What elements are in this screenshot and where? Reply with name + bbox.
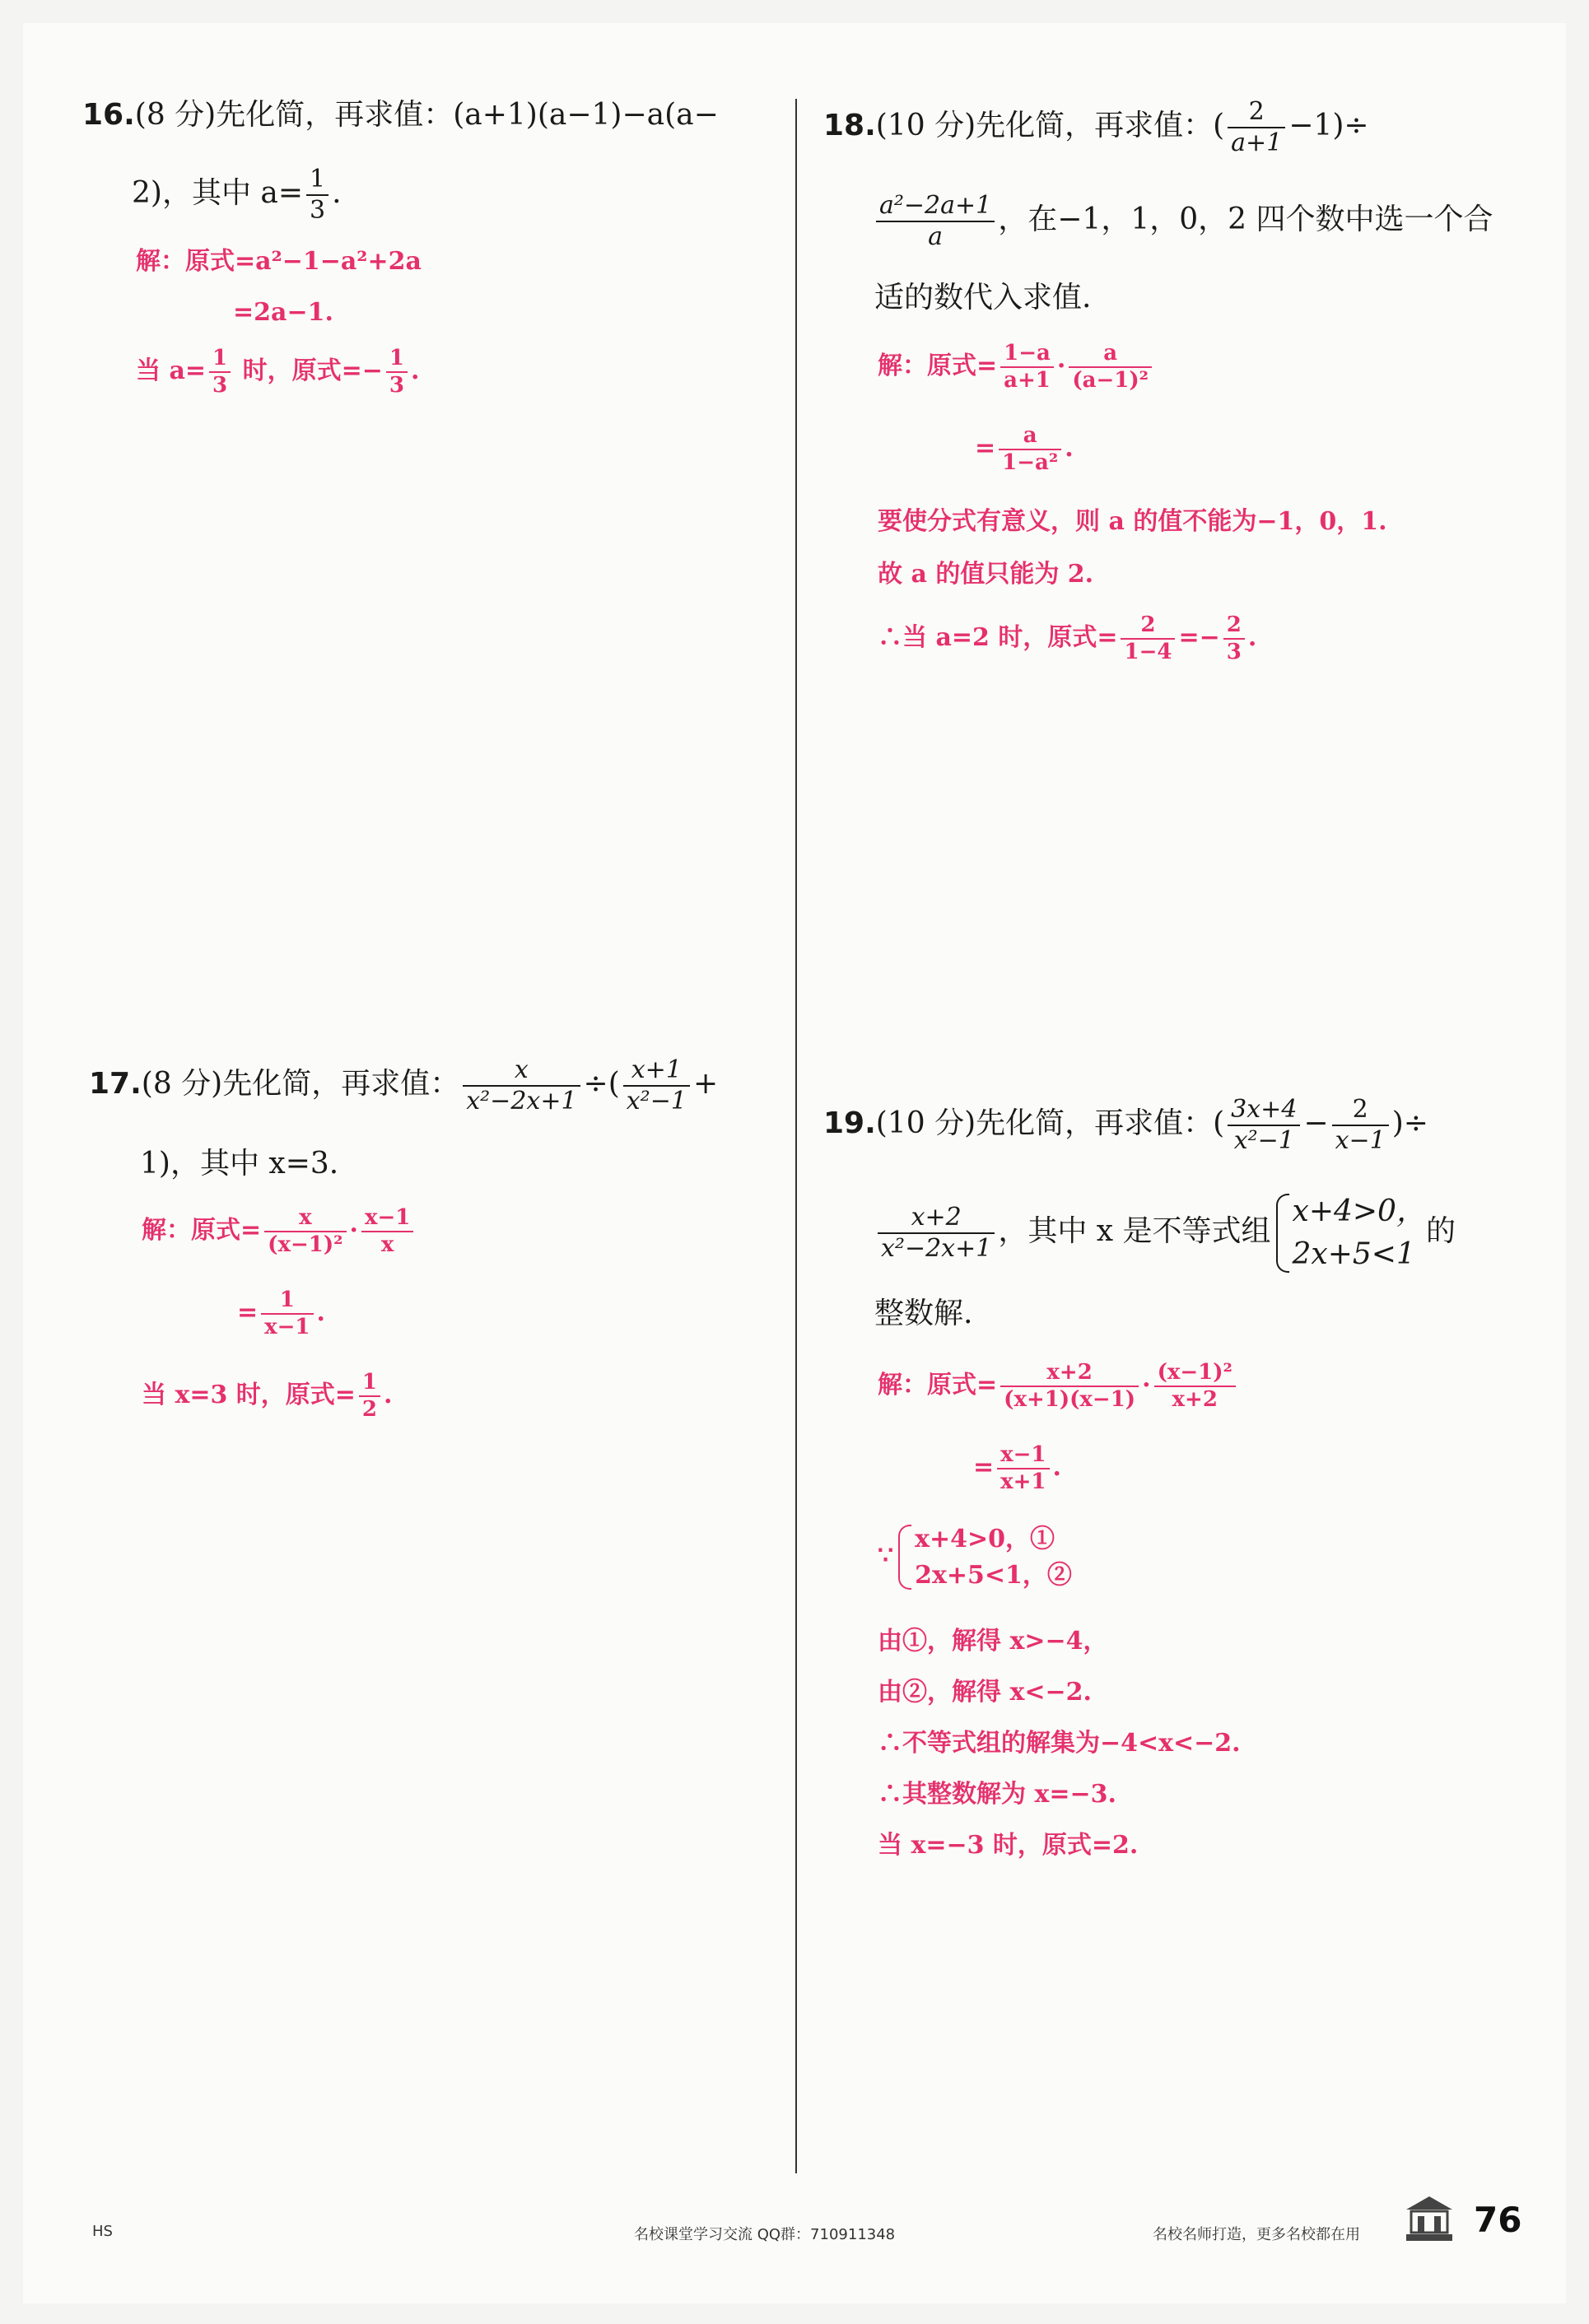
fraction bbox=[876, 191, 995, 252]
numerator: x+2 bbox=[1000, 1360, 1139, 1387]
solution-text: 当 a= bbox=[136, 356, 207, 386]
solution-text: 时，原式=− bbox=[234, 356, 383, 386]
numerator: 1 bbox=[359, 1370, 380, 1397]
solution-text: = bbox=[975, 434, 996, 463]
numerator: x bbox=[463, 1055, 580, 1087]
numerator: a bbox=[999, 423, 1061, 450]
numerator: 2 bbox=[1332, 1095, 1389, 1126]
multiply-dot: · bbox=[349, 1216, 358, 1246]
question-text: 2)，其中 a= bbox=[132, 176, 304, 210]
solution-text: =− bbox=[1178, 623, 1220, 653]
denominator: x²−2x+1 bbox=[881, 1234, 992, 1264]
numerator: x+1 bbox=[623, 1055, 690, 1087]
page-number: 76 bbox=[1474, 2200, 1522, 2240]
fraction bbox=[306, 165, 329, 226]
fraction bbox=[1000, 341, 1054, 394]
numerator: x bbox=[264, 1205, 346, 1232]
solution-line: 当 x=−3 时，原式=2. bbox=[878, 1831, 1139, 1860]
question-text: ，其中 x 是不等式组 bbox=[998, 1214, 1271, 1249]
footer-slogan: 名校名师打造，更多名校都在用 bbox=[1153, 2226, 1360, 2243]
inequality: 2x+5<1 bbox=[1292, 1237, 1415, 1272]
punctuation: . bbox=[384, 1381, 393, 1410]
question-number: 16. bbox=[82, 98, 135, 132]
question-number: 17. bbox=[89, 1067, 142, 1101]
numerator: 3x+4 bbox=[1228, 1095, 1300, 1126]
column-divider bbox=[795, 99, 797, 2173]
question-text: 适的数代入求值. bbox=[874, 281, 1092, 314]
denominator: x−1 bbox=[264, 1315, 310, 1340]
multiply-dot: · bbox=[1056, 352, 1066, 381]
footer-edition: HS bbox=[92, 2223, 113, 2240]
solution-line: 要使分式有意义，则 a 的值不能为−1，0，1. bbox=[878, 507, 1387, 536]
numerator: 2 bbox=[1228, 97, 1285, 128]
solution-text: 当 x=3 时，原式= bbox=[142, 1381, 356, 1410]
inequality: x+4>0， bbox=[1292, 1195, 1426, 1228]
denominator: x²−2x+1 bbox=[466, 1087, 577, 1115]
solution-text: 解：原式= bbox=[142, 1216, 262, 1246]
denominator: x²−1 bbox=[626, 1087, 687, 1115]
punctuation: . bbox=[332, 176, 342, 210]
punctuation: . bbox=[316, 1298, 325, 1328]
numerator: 1 bbox=[386, 346, 408, 373]
denominator: a bbox=[928, 222, 944, 251]
question-text: )÷ bbox=[1391, 1106, 1428, 1140]
denominator: a+1 bbox=[1004, 368, 1051, 394]
solution-line: ∴其整数解为 x=−3. bbox=[878, 1780, 1116, 1809]
solution-line: =2a−1. bbox=[233, 298, 333, 327]
denominator: x−1 bbox=[1335, 1126, 1386, 1155]
solution-line bbox=[136, 346, 419, 398]
question-text: 整数解. bbox=[874, 1297, 973, 1330]
numerator: x−1 bbox=[361, 1205, 413, 1232]
denominator: a+1 bbox=[1231, 128, 1283, 157]
solution-line: ∴不等式组的解集为−4<x<−2. bbox=[878, 1729, 1241, 1758]
numerator: a bbox=[1069, 341, 1152, 368]
solution-line: 解：原式=a²−1−a²+2a bbox=[136, 247, 422, 276]
footer-qq-group: 名校课堂学习交流 QQ群：710911348 bbox=[634, 2226, 896, 2243]
inequality-system bbox=[1271, 1190, 1426, 1276]
solution-line: 由②，解得 x<−2. bbox=[878, 1678, 1092, 1707]
fraction bbox=[1228, 1095, 1300, 1156]
because-symbol: ∵ bbox=[878, 1541, 894, 1571]
denominator: x²−1 bbox=[1233, 1126, 1294, 1155]
question-text: (8 分)先化简，再求值：(a+1)(a−1)−a(a− bbox=[134, 98, 719, 132]
fraction bbox=[997, 1442, 1049, 1495]
question-text: (10 分)先化简，再求值：( bbox=[875, 1106, 1225, 1140]
inequality: x+4>0，① bbox=[915, 1525, 1055, 1553]
denominator: 3 bbox=[1226, 640, 1242, 665]
solution-line: 故 a 的值只能为 2. bbox=[878, 560, 1094, 589]
fraction bbox=[878, 1203, 995, 1264]
denominator: 3 bbox=[310, 196, 326, 225]
numerator: x−1 bbox=[997, 1442, 1049, 1469]
fraction bbox=[1121, 612, 1175, 665]
solution-text: 解：原式= bbox=[878, 1371, 998, 1400]
fraction bbox=[361, 1205, 413, 1258]
publisher-logo-icon bbox=[1403, 2193, 1456, 2244]
fraction bbox=[1154, 1360, 1236, 1413]
solution-text: 解：原式= bbox=[878, 352, 998, 381]
question-text: −1)÷ bbox=[1288, 109, 1369, 142]
denominator: (x−1)² bbox=[268, 1232, 343, 1258]
question-text: (8 分)先化简，再求值： bbox=[141, 1067, 460, 1101]
fraction bbox=[359, 1370, 380, 1423]
punctuation: . bbox=[1052, 1453, 1061, 1483]
numerator: 1 bbox=[306, 165, 329, 196]
fraction bbox=[1228, 97, 1285, 158]
denominator: 3 bbox=[389, 373, 404, 398]
numerator: 2 bbox=[1121, 612, 1175, 640]
punctuation: . bbox=[410, 356, 420, 386]
denominator: x+2 bbox=[1172, 1387, 1218, 1413]
denominator: 2 bbox=[361, 1397, 378, 1423]
denominator: (a−1)² bbox=[1072, 368, 1149, 394]
fraction bbox=[1223, 612, 1245, 665]
denominator: 1−4 bbox=[1124, 640, 1172, 665]
question-text: (10 分)先化简，再求值：( bbox=[875, 109, 1225, 142]
numerator: 2 bbox=[1223, 612, 1245, 640]
numerator: 1 bbox=[261, 1288, 313, 1315]
numerator: a²−2a+1 bbox=[876, 191, 995, 222]
solution-text: ∴当 a=2 时，原式= bbox=[878, 623, 1118, 653]
fraction bbox=[1000, 1360, 1139, 1413]
fraction bbox=[264, 1205, 346, 1258]
question-text: + bbox=[692, 1067, 719, 1101]
fraction bbox=[1332, 1095, 1389, 1156]
denominator: 3 bbox=[212, 373, 228, 398]
solution-text: = bbox=[237, 1298, 259, 1328]
numerator: (x−1)² bbox=[1154, 1360, 1236, 1387]
question-text: ÷( bbox=[583, 1067, 620, 1101]
fraction bbox=[623, 1055, 690, 1116]
inequality-system bbox=[893, 1521, 1072, 1593]
fraction bbox=[463, 1055, 580, 1116]
solution-text: = bbox=[973, 1453, 995, 1483]
question-number: 19. bbox=[823, 1106, 876, 1140]
question-text: 的 bbox=[1425, 1214, 1456, 1249]
punctuation: . bbox=[1247, 623, 1257, 653]
fraction bbox=[209, 346, 231, 398]
question-text: ，在−1，1，0，2 四个数中选一个合 bbox=[998, 203, 1493, 236]
question-text: − bbox=[1303, 1106, 1329, 1140]
denominator: 1−a² bbox=[1002, 450, 1059, 476]
question-text: 1)，其中 x=3. bbox=[140, 1147, 339, 1181]
multiply-dot: · bbox=[1142, 1371, 1151, 1400]
numerator: 1 bbox=[209, 346, 231, 373]
fraction bbox=[999, 423, 1061, 476]
denominator: x bbox=[380, 1232, 394, 1258]
solution-line: 由①，解得 x>−4， bbox=[878, 1627, 1108, 1656]
numerator: 1−a bbox=[1000, 341, 1054, 368]
punctuation: . bbox=[1065, 434, 1074, 463]
question-number: 18. bbox=[823, 109, 876, 142]
denominator: x+1 bbox=[1000, 1469, 1046, 1495]
numerator: x+2 bbox=[878, 1203, 995, 1234]
fraction bbox=[1069, 341, 1152, 394]
inequality: 2x+5<1，② bbox=[915, 1560, 1072, 1590]
denominator: (x+1)(x−1) bbox=[1004, 1387, 1136, 1413]
fraction bbox=[261, 1288, 313, 1340]
fraction bbox=[386, 346, 408, 398]
